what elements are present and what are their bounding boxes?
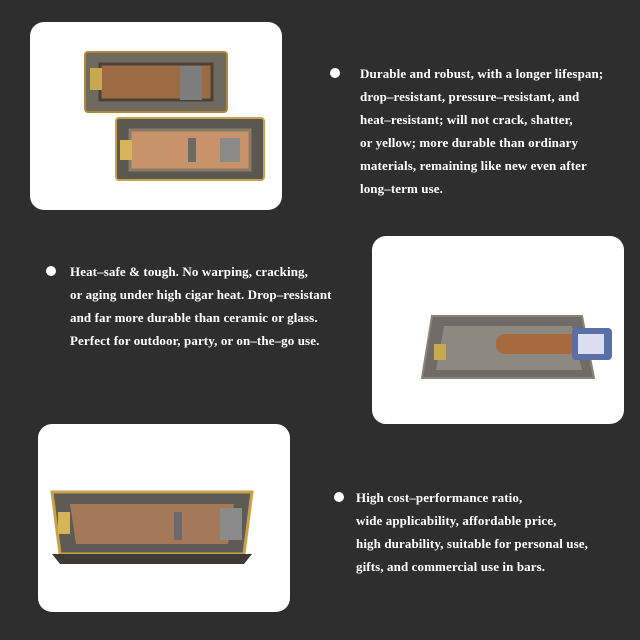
- text-line: Durable and robust, with a longer lifespan;: [360, 66, 604, 81]
- text-line: Heat–safe & tough. No warping, cracking,: [70, 264, 308, 279]
- bullet-point: [330, 68, 340, 78]
- bullet-point: [334, 492, 344, 502]
- ashtray-cigar-illustration: [372, 236, 624, 424]
- product-image-ashtray-with-cigar: [372, 236, 624, 424]
- text-line: and far more durable than ceramic or glass.: [70, 310, 318, 325]
- text-line: heat–resistant; will not crack, shatter,: [360, 112, 573, 127]
- ashtray-pair-illustration: [30, 22, 282, 210]
- text-line: Perfect for outdoor, party, or on–the–go use.: [70, 333, 320, 348]
- text-line: high durability, suitable for personal use,: [356, 536, 588, 551]
- text-line: High cost–performance ratio,: [356, 490, 523, 505]
- text-line: wide applicability, affordable price,: [356, 513, 557, 528]
- product-image-single-ashtray: [38, 424, 290, 612]
- product-image-two-ashtrays: [30, 22, 282, 210]
- text-line: or aging under high cigar heat. Drop–resistant: [70, 287, 332, 302]
- bullet-point: [46, 266, 56, 276]
- feature-text-durability: [360, 62, 603, 200]
- text-line: gifts, and commercial use in bars.: [356, 559, 546, 574]
- feature-text-value: [356, 486, 588, 578]
- text-line: or yellow; more durable than ordinary: [360, 135, 579, 150]
- ashtray-single-illustration: [38, 424, 290, 612]
- feature-text-heat-safe: [70, 260, 332, 352]
- text-line: materials, remaining like new even after: [360, 158, 587, 173]
- text-line: drop–resistant, pressure–resistant, and: [360, 89, 580, 104]
- text-line: long–term use.: [360, 181, 443, 196]
